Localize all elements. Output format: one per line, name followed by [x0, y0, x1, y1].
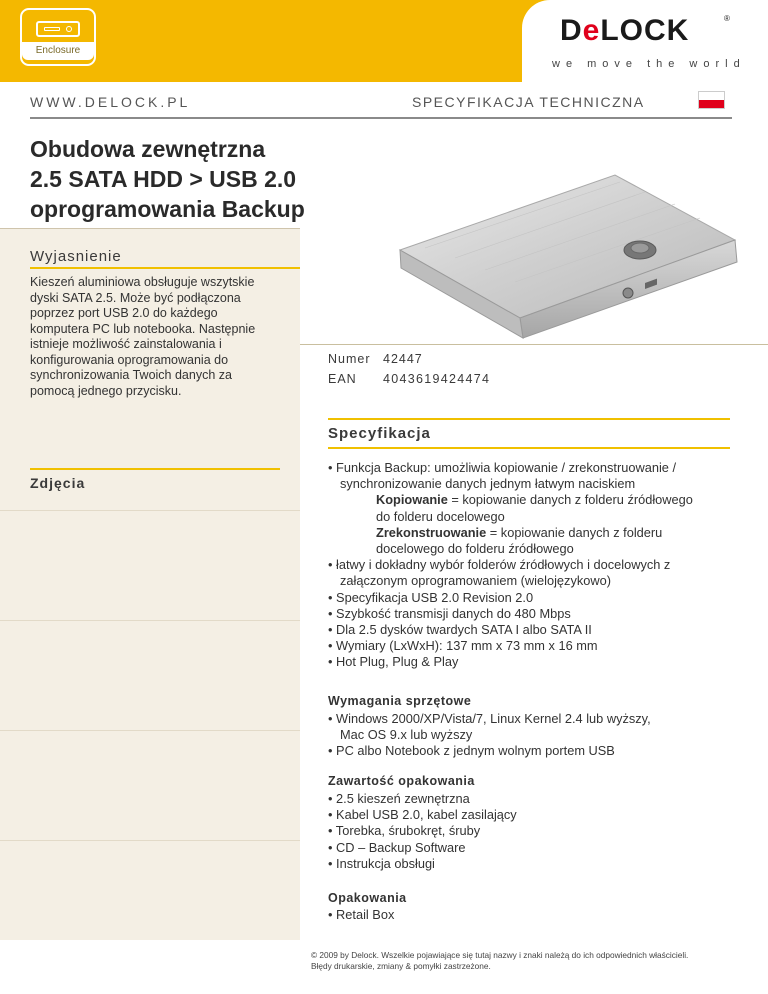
list-item-text: • Wymiary (LxWxH): 137 mm x 73 mm x 16 mm — [328, 638, 598, 654]
list-item-text: • 2.5 kieszeń zewnętrzna — [328, 791, 470, 806]
list-item — [328, 711, 651, 727]
packaging-heading: Opakowania — [328, 891, 407, 905]
polish-flag-icon — [698, 91, 725, 109]
ean-value: 4043619424474 — [383, 372, 491, 386]
list-item-text: do folderu docelowego — [376, 508, 505, 524]
list-item — [328, 840, 517, 856]
delock-logo: DeLOCK — [560, 14, 690, 47]
specs-top-rule — [328, 418, 730, 420]
list-item — [328, 476, 748, 492]
list-item — [328, 557, 748, 573]
specifications-heading: Specyfikacja — [328, 425, 431, 442]
document-type: SPECYFIKACJA TECHNICZNA — [412, 94, 645, 110]
category-label: Enclosure — [22, 42, 94, 60]
list-item — [328, 807, 517, 823]
list-item — [328, 525, 748, 541]
photo-row-divider — [0, 730, 300, 731]
left-column-top-border — [0, 228, 300, 229]
list-item — [328, 541, 748, 557]
list-item-text: = kopiowanie danych z folderu źródłowego — [447, 492, 693, 508]
photo-row-divider — [0, 620, 300, 621]
list-item — [328, 654, 748, 670]
header-divider — [30, 117, 732, 119]
list-item — [328, 823, 517, 839]
photos-heading-rule — [30, 468, 280, 470]
photo-row-divider — [0, 510, 300, 511]
description-heading-rule — [30, 267, 300, 269]
list-item-text: • Instrukcja obsługi — [328, 855, 435, 871]
list-item-text: • Funkcja Backup: umożliwia kopiowanie / zrekonstruowanie / — [328, 460, 677, 475]
description-text: Kieszeń aluminiowa obsługuje wszytskie dyski SATA 2.5. Może być podłączona poprzez port USB 2.0 do każdego komputera PC lub notebooka. Następnie istnieje możliwość zainstalowania i konfigurowania oprogramowania do synchronizowania Twoich danych za pomocą jednego przycisku. — [30, 275, 256, 398]
term-label: Zrekonstruowanie — [376, 524, 487, 540]
term-label: Kopiowanie — [376, 492, 448, 508]
website-url[interactable]: WWW.DELOCK.PL — [30, 94, 191, 110]
package-contents-heading: Zawartość opakowania — [328, 774, 475, 788]
hard-drive-icon — [36, 21, 80, 37]
identifiers-divider — [300, 344, 768, 345]
packaging-list — [328, 907, 394, 923]
list-item-text: • Retail Box — [328, 907, 395, 922]
ean-label: EAN — [328, 372, 357, 386]
article-number-value: 42447 — [383, 352, 423, 366]
list-item — [328, 856, 517, 872]
list-item-text: • Kabel USB 2.0, kabel zasilający — [328, 807, 517, 823]
package-contents-list — [328, 791, 517, 872]
list-item-text: • łatwy i dokładny wybór folderów źródłowych i docelowych z — [328, 557, 671, 573]
list-item-text: • Specyfikacja USB 2.0 Revision 2.0 — [328, 589, 534, 605]
list-item — [328, 622, 748, 638]
photos-heading: Zdjęcia — [30, 475, 86, 491]
specifications-list — [328, 460, 748, 671]
list-item-text: • Hot Plug, Plug & Play — [328, 654, 459, 670]
list-item-text: synchronizowanie danych jednym łatwym naciskiem — [340, 476, 636, 492]
requirements-list — [328, 711, 651, 760]
list-item — [328, 907, 394, 923]
list-item — [328, 590, 748, 606]
list-item-text: załączonym oprogramowaniem (wielojęzykowo) — [340, 573, 611, 589]
photo-row-divider — [0, 840, 300, 841]
list-item-text: • Torebka, śrubokręt, śruby — [328, 823, 481, 839]
list-item-text: • Dla 2.5 dysków twardych SATA I albo SATA II — [328, 622, 592, 638]
list-item — [328, 509, 748, 525]
list-item-text: • Windows 2000/XP/Vista/7, Linux Kernel 2.4 lub wyższy, — [328, 711, 651, 726]
list-item — [328, 743, 651, 759]
product-photo — [395, 170, 740, 340]
brand-tagline: we move the world — [552, 58, 746, 70]
description-heading: Wyjasnienie — [30, 248, 122, 265]
list-item-text: • Szybkość transmisji danych do 480 Mbps — [328, 605, 571, 621]
list-item-text: Mac OS 9.x lub wyższy — [340, 727, 473, 743]
list-item — [328, 727, 651, 743]
registered-mark: ® — [724, 14, 730, 23]
list-item — [328, 492, 748, 508]
list-item — [328, 606, 748, 622]
article-number-label: Numer — [328, 352, 371, 366]
copyright-notice: © 2009 by Delock. Wszelkie pojawiające się tutaj nazwy i znaki należą do ich odpowiednich właścicieli. Błędy drukarskie, zmiany & pomyłki zastrzeżone. — [311, 950, 689, 971]
list-item — [328, 638, 748, 654]
list-item — [328, 460, 748, 476]
list-item-text: docelowego do folderu źródłowego — [376, 541, 574, 557]
requirements-heading: Wymagania sprzętowe — [328, 694, 472, 708]
list-item-text: • CD – Backup Software — [328, 839, 466, 855]
list-item — [328, 573, 748, 589]
list-item-text: = kopiowanie danych z folderu — [486, 524, 663, 540]
specs-bottom-rule — [328, 447, 730, 449]
product-title: Obudowa zewnętrzna 2.5 SATA HDD > USB 2.0 oprogramowania Backup — [30, 136, 305, 222]
enclosure-category-badge — [20, 8, 96, 66]
list-item — [328, 791, 517, 807]
list-item-text: • PC albo Notebook z jednym wolnym portem USB — [328, 743, 615, 759]
